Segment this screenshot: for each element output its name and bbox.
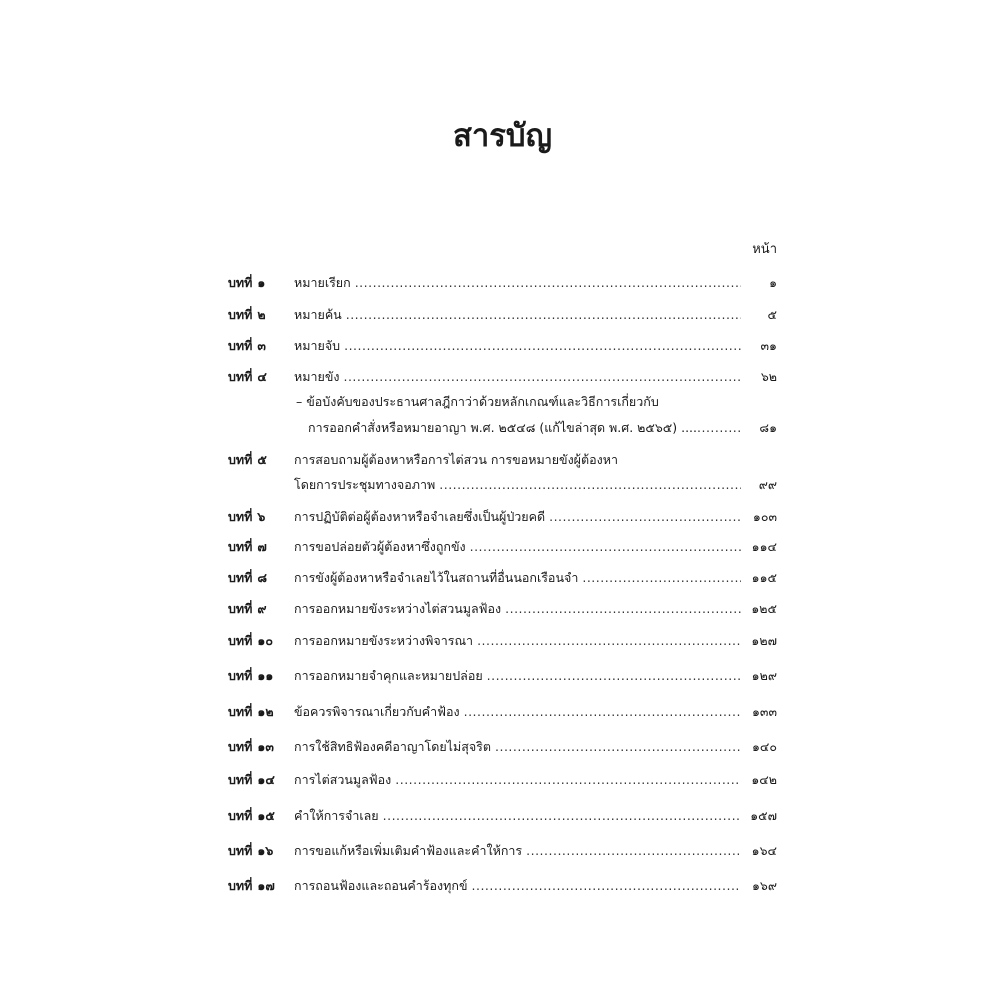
- chapter-number: ๑๐: [257, 633, 273, 648]
- page-number: ๑๖๔: [751, 843, 777, 858]
- page-number: ๑๖๙: [751, 878, 777, 893]
- chapter-word: บทที่: [228, 704, 253, 719]
- toc-entry[interactable]: [228, 507, 777, 527]
- dot-leader: [343, 369, 741, 384]
- toc-entry[interactable]: [228, 737, 777, 757]
- page-number: ๘๑: [759, 420, 777, 435]
- chapter-title: การออกหมายขังระหว่างพิจารณา: [294, 633, 474, 648]
- chapter-number: ๑: [257, 275, 266, 290]
- chapter-word: บทที่: [228, 275, 253, 290]
- page-number: ๑๒๕: [751, 601, 777, 616]
- chapter-number: ๑๒: [257, 704, 274, 719]
- toc-entry-continuation[interactable]: [294, 475, 777, 495]
- chapter-title: หมายจับ: [294, 338, 341, 353]
- chapter-title: หมายขัง: [294, 369, 340, 384]
- chapter-title: การถอนฟ้องและถอนคำร้องทุกข์: [294, 878, 468, 893]
- toc-entry[interactable]: [228, 305, 777, 325]
- chapter-title: ข้อควรพิจารณาเกี่ยวกับคำฟ้อง: [294, 704, 460, 719]
- page-number: ๙๙: [758, 477, 777, 492]
- dot-leader: [487, 668, 741, 683]
- chapter-title-line-2: โดยการประชุมทางจอภาพ: [294, 477, 436, 492]
- chapter-word: บทที่: [228, 539, 253, 554]
- page-number: ๕: [767, 307, 777, 322]
- chapter-word: บทที่: [228, 452, 253, 467]
- page-number: ๑๒๙: [751, 668, 777, 683]
- toc-entry[interactable]: [228, 273, 777, 293]
- dot-leader: [582, 570, 741, 585]
- chapter-number: ๑๖: [257, 843, 274, 858]
- chapter-word: บทที่: [228, 369, 253, 384]
- chapter-title: การขังผู้ต้องหาหรือจำเลยไว้ในสถานที่อื่นนอกเรือนจำ: [294, 570, 579, 585]
- chapter-title: การขอปล่อยตัวผู้ต้องหาซึ่งถูกขัง: [294, 539, 466, 554]
- toc-entry[interactable]: [228, 599, 777, 619]
- chapter-number: ๑๕: [257, 808, 275, 823]
- chapter-title: การขอแก้หรือเพิ่มเติมคำฟ้องและคำให้การ: [294, 843, 523, 858]
- chapter-word: บทที่: [228, 307, 253, 322]
- dot-leader: [464, 704, 741, 719]
- chapter-number: ๑๗: [257, 878, 275, 893]
- chapter-word: บทที่: [228, 878, 253, 893]
- chapter-title: การไต่สวนมูลฟ้อง: [294, 772, 392, 787]
- toc-entry[interactable]: [228, 770, 777, 790]
- chapter-title: คำให้การจำเลย: [294, 808, 379, 823]
- page-number: ๖๒: [760, 369, 777, 384]
- toc-entry[interactable]: [228, 450, 777, 470]
- chapter-word: บทที่: [228, 338, 253, 353]
- chapter-title: หมายเรียก: [294, 275, 351, 290]
- chapter-title: การออกหมายขังระหว่างไต่สวนมูลฟ้อง: [294, 601, 502, 616]
- toc-entry[interactable]: [228, 841, 777, 861]
- page-number: ๑: [769, 275, 777, 290]
- chapter-word: บทที่: [228, 772, 253, 787]
- dot-leader: [470, 539, 741, 554]
- chapter-word: บทที่: [228, 570, 253, 585]
- chapter-title: การสอบถามผู้ต้องหาหรือการไต่สวน การขอหมายขังผู้ต้องหา: [294, 452, 618, 467]
- dot-leader: [526, 843, 741, 858]
- chapter-number: ๑๓: [257, 739, 274, 754]
- chapter-word: บทที่: [228, 601, 253, 616]
- chapter-title: หมายค้น: [294, 307, 342, 322]
- chapter-word: บทที่: [228, 633, 253, 648]
- chapter-number: ๒: [257, 307, 266, 322]
- toc-entry[interactable]: [228, 702, 777, 722]
- chapter-word: บทที่: [228, 509, 253, 524]
- chapter-number: ๙: [257, 601, 267, 616]
- dot-leader: [495, 739, 741, 754]
- chapter-title: การออกหมายจำคุกและหมายปล่อย: [294, 668, 483, 683]
- chapter-word: บทที่: [228, 808, 253, 823]
- toc-entry[interactable]: [228, 537, 777, 557]
- dot-leader: [549, 509, 741, 524]
- page-number: ๑๒๗: [751, 633, 777, 648]
- dot-leader: [395, 772, 741, 787]
- chapter-number: ๕: [257, 452, 267, 467]
- page-title: สารบัญ: [452, 118, 553, 154]
- chapter-number: ๖: [257, 509, 266, 524]
- dot-leader: [472, 878, 742, 893]
- sub-entry-line-1: – ข้อบังคับของประธานศาลฎีกาว่าด้วยหลักเกณฑ์และวิธีการเกี่ยวกับ: [296, 394, 659, 409]
- page-number: ๑๕๗: [750, 808, 777, 823]
- dot-leader: [439, 477, 741, 492]
- dot-leader: [344, 338, 741, 353]
- chapter-number: ๗: [257, 539, 267, 554]
- toc-entry[interactable]: [228, 336, 777, 356]
- sub-entry-line-2: การออกคำสั่งหรือหมายอาญา พ.ศ. ๒๕๔๘ (แก้ไขล่าสุด พ.ศ. ๒๕๖๕) ....: [308, 420, 697, 435]
- page-number: ๑๓๓: [751, 704, 777, 719]
- page-number: ๓๑: [760, 338, 777, 353]
- chapter-number: ๔: [257, 369, 267, 384]
- toc-entry[interactable]: [228, 876, 777, 896]
- dot-leader: [505, 601, 741, 616]
- dot-leader: [477, 633, 741, 648]
- toc-entry[interactable]: [228, 631, 777, 651]
- chapter-number: ๑๑: [257, 668, 274, 683]
- dot-leader: [346, 307, 741, 322]
- page-number: ๑๔๐: [751, 739, 777, 754]
- page-number: ๑๐๓: [752, 509, 777, 524]
- dot-leader: [355, 275, 741, 290]
- chapter-word: บทที่: [228, 668, 253, 683]
- chapter-word: บทที่: [228, 843, 253, 858]
- chapter-number: ๑๔: [257, 772, 275, 787]
- toc-entry[interactable]: [228, 666, 777, 686]
- page-number: ๑๑๕: [751, 570, 777, 585]
- sub-entry[interactable]: [308, 418, 777, 438]
- page-number: ๑๑๔: [751, 539, 777, 554]
- page-number: ๑๔๒: [751, 772, 777, 787]
- toc-entry[interactable]: [228, 367, 777, 387]
- chapter-number: ๘: [257, 570, 268, 585]
- dot-leader: [383, 808, 741, 823]
- chapter-number: ๓: [257, 338, 266, 353]
- toc-entry[interactable]: [228, 568, 777, 588]
- dot-leader: [697, 420, 741, 435]
- chapter-title: การปฏิบัติต่อผู้ต้องหาหรือจำเลยซึ่งเป็นผู้ป่วยคดี: [294, 509, 546, 524]
- toc-entry[interactable]: [228, 806, 777, 826]
- chapter-word: บทที่: [228, 739, 253, 754]
- page-column-header: หน้า: [752, 242, 777, 257]
- chapter-title: การใช้สิทธิฟ้องคดีอาญาโดยไม่สุจริต: [294, 739, 491, 754]
